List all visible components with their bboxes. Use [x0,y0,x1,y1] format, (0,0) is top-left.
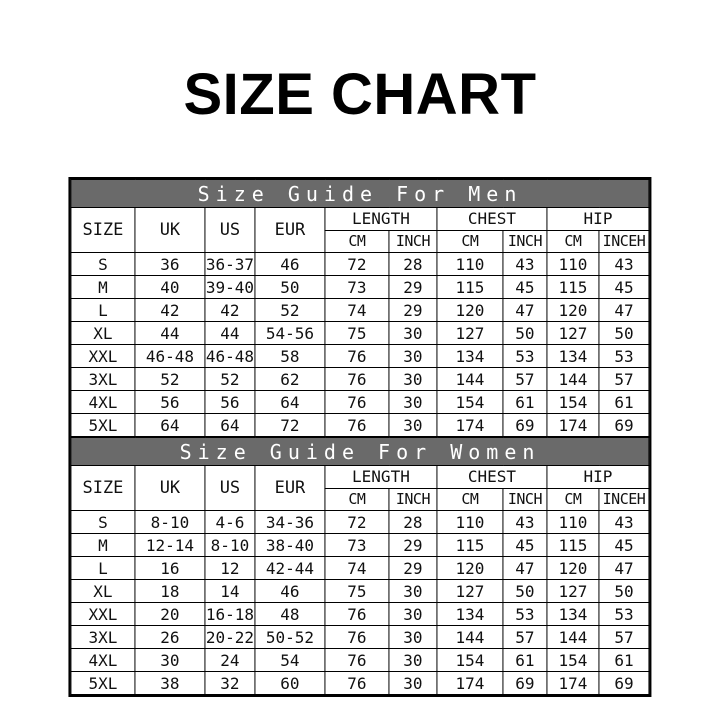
table-row-men-5xl [71,414,649,437]
table-cell: 44 [205,322,255,345]
table-cell: 43 [599,253,649,276]
table-cell: 44 [135,322,205,345]
table-cell: 115 [547,276,599,299]
table-cell: 110 [437,511,503,534]
table-row-men-m [71,276,649,299]
table-title-row-men [71,180,649,208]
table-cell: 120 [437,557,503,580]
table-cell: 144 [547,626,599,649]
table-cell: 8-10 [205,534,255,557]
table-cell: 12 [205,557,255,580]
sub-header-cm: CM [437,488,503,511]
sub-header-inch: INCH [389,488,437,511]
column-header-uk: UK [135,208,205,253]
table-cell: 12-14 [135,534,205,557]
table-cell: 20 [135,603,205,626]
column-header-size: SIZE [71,466,135,511]
column-header-uk: UK [135,466,205,511]
table-cell: 46 [255,253,325,276]
table-cell: 52 [255,299,325,322]
size-cell: L [71,557,135,580]
table-cell: 56 [135,391,205,414]
table-cell: 47 [503,557,547,580]
sub-header-cm: CM [325,230,389,253]
column-header-us: US [205,466,255,511]
table-cell: 34-36 [255,511,325,534]
table-cell: 57 [599,368,649,391]
table-cell: 52 [135,368,205,391]
table-cell: 38 [135,672,205,695]
table-cell: 20-22 [205,627,255,647]
table-cell: 134 [547,603,599,626]
table-cell: 53 [599,603,649,626]
table-cell: 30 [389,414,437,437]
table-cell: 54 [255,649,325,672]
table-cell: 53 [503,345,547,368]
size-cell: 5XL [71,672,135,695]
sub-header-cm: CM [325,488,389,511]
table-cell: 47 [503,299,547,322]
group-header-row [71,208,649,231]
table-row-women-5xl [71,672,649,695]
table-cell: 115 [547,534,599,557]
sub-header-inceh: INCEH [599,488,649,511]
size-table-men [70,179,649,437]
table-cell: 58 [255,345,325,368]
table-cell: 154 [547,391,599,414]
sub-header-inch: INCH [389,230,437,253]
table-cell: 76 [325,649,389,672]
size-cell: S [71,253,135,276]
table-cell: 110 [547,253,599,276]
table-cell: 110 [437,253,503,276]
table-cell: 30 [389,368,437,391]
size-cell: XL [71,322,135,345]
size-cell: XXL [71,603,135,626]
table-cell: 29 [389,299,437,322]
column-header-size: SIZE [71,208,135,253]
table-cell: 30 [389,580,437,603]
table-cell: 69 [599,672,649,695]
table-row-women-4xl [71,649,649,672]
table-row-men-4xl [71,391,649,414]
size-cell: 3XL [71,368,135,391]
table-cell: 47 [599,299,649,322]
table-row-women-xxl [71,603,649,626]
table-cell: 28 [389,253,437,276]
table-cell: 154 [437,391,503,414]
table-cell: 72 [255,414,325,437]
table-cell: 8-10 [135,511,205,534]
table-row-men-s [71,253,649,276]
table-cell: 75 [325,580,389,603]
table-cell: 144 [437,626,503,649]
table-row-women-m [71,534,649,557]
table-cell: 16 [135,557,205,580]
table-title-row-women [71,438,649,466]
table-cell: 60 [255,672,325,695]
table-cell: 69 [503,414,547,437]
table-cell: 28 [389,511,437,534]
table-cell: 64 [135,414,205,437]
column-group-header-chest: CHEST [437,208,547,231]
table-cell: 115 [437,276,503,299]
table-cell: 174 [547,414,599,437]
table-cell: 61 [503,391,547,414]
sub-header-cm: CM [547,488,599,511]
table-cell: 4-6 [205,511,255,534]
table-cell: 134 [547,345,599,368]
table-cell: 72 [325,511,389,534]
table-cell: 120 [547,299,599,322]
table-cell: 174 [437,414,503,437]
table-row-women-s [71,511,649,534]
table-cell: 64 [255,391,325,414]
size-chart-tables [68,177,651,697]
sub-header-cm: CM [547,230,599,253]
table-cell: 76 [325,672,389,695]
column-group-header-hip: HIP [547,208,649,231]
sub-header-inceh: INCEH [599,230,649,253]
table-cell: 76 [325,603,389,626]
table-title-bar-women: Size Guide For Women [71,438,649,466]
table-row-women-l [71,557,649,580]
column-header-eur: EUR [255,466,325,511]
table-row-men-3xl [71,368,649,391]
size-cell: L [71,299,135,322]
sub-header-inch: INCH [503,230,547,253]
table-row-men-xl [71,322,649,345]
size-table-women [70,437,649,695]
size-cell: M [71,276,135,299]
table-cell: 61 [599,649,649,672]
column-header-eur: EUR [255,208,325,253]
column-header-us: US [205,208,255,253]
table-cell: 75 [325,322,389,345]
table-cell: 46-48 [205,346,255,366]
table-cell: 120 [547,557,599,580]
size-cell: 5XL [71,414,135,437]
table-cell: 76 [325,368,389,391]
table-cell: 32 [205,672,255,695]
table-cell: 64 [205,414,255,437]
sub-header-cm: CM [437,230,503,253]
size-cell: S [71,511,135,534]
table-cell: 144 [437,368,503,391]
table-cell: 50 [503,580,547,603]
table-cell: 56 [205,391,255,414]
table-cell: 174 [547,672,599,695]
table-cell: 16-18 [205,604,255,624]
table-cell: 73 [325,276,389,299]
table-cell: 30 [389,345,437,368]
table-cell: 43 [503,253,547,276]
table-cell: 30 [389,626,437,649]
table-row-men-l [71,299,649,322]
table-cell: 45 [599,534,649,557]
table-cell: 29 [389,276,437,299]
table-cell: 42-44 [255,557,325,580]
table-cell: 30 [389,672,437,695]
table-cell: 74 [325,557,389,580]
table-cell: 24 [205,649,255,672]
size-cell: 4XL [71,391,135,414]
table-cell: 45 [503,276,547,299]
page-title: SIZE CHART [183,62,537,127]
column-group-header-length: LENGTH [325,466,437,489]
table-cell: 18 [135,580,205,603]
table-cell: 127 [547,580,599,603]
table-cell: 50 [255,276,325,299]
table-cell: 30 [135,649,205,672]
table-cell: 53 [599,345,649,368]
table-cell: 72 [325,253,389,276]
sub-header-inch: INCH [503,488,547,511]
table-cell: 26 [135,626,205,649]
table-cell: 36 [135,253,205,276]
table-cell: 47 [599,557,649,580]
table-cell: 46 [255,580,325,603]
size-cell: 3XL [71,626,135,649]
table-cell: 73 [325,534,389,557]
table-cell: 61 [599,391,649,414]
table-cell: 14 [205,580,255,603]
table-cell: 57 [503,368,547,391]
table-cell: 45 [599,276,649,299]
table-cell: 74 [325,299,389,322]
table-cell: 52 [205,368,255,391]
table-cell: 30 [389,603,437,626]
table-cell: 42 [135,299,205,322]
table-cell: 62 [255,368,325,391]
table-row-women-3xl [71,626,649,649]
table-cell: 57 [599,626,649,649]
table-cell: 50 [503,322,547,345]
table-cell: 39-40 [205,277,255,297]
size-cell: M [71,534,135,557]
table-cell: 50 [599,322,649,345]
table-cell: 54-56 [255,322,325,345]
table-cell: 29 [389,557,437,580]
table-cell: 120 [437,299,503,322]
column-group-header-hip: HIP [547,466,649,489]
table-cell: 61 [503,649,547,672]
table-cell: 127 [547,322,599,345]
table-cell: 154 [437,649,503,672]
table-cell: 115 [437,534,503,557]
table-cell: 144 [547,368,599,391]
size-cell: XL [71,580,135,603]
table-cell: 30 [389,391,437,414]
column-group-header-length: LENGTH [325,208,437,231]
table-cell: 134 [437,345,503,368]
table-cell: 154 [547,649,599,672]
table-cell: 57 [503,626,547,649]
table-cell: 36-37 [205,254,255,274]
table-cell: 30 [389,649,437,672]
table-cell: 53 [503,603,547,626]
table-cell: 174 [437,672,503,695]
table-cell: 46-48 [135,345,205,368]
table-cell: 110 [547,511,599,534]
table-row-men-xxl [71,345,649,368]
table-cell: 29 [389,534,437,557]
group-header-row [71,466,649,489]
table-cell: 76 [325,345,389,368]
table-cell: 42 [205,299,255,322]
table-cell: 69 [599,414,649,437]
table-cell: 43 [503,511,547,534]
table-cell: 76 [325,414,389,437]
size-cell: 4XL [71,649,135,672]
table-cell: 50-52 [255,626,325,649]
table-cell: 76 [325,626,389,649]
table-row-women-xl [71,580,649,603]
table-cell: 48 [255,603,325,626]
table-cell: 43 [599,511,649,534]
table-title-bar-men: Size Guide For Men [71,180,649,208]
table-cell: 127 [437,322,503,345]
table-cell: 134 [437,603,503,626]
column-group-header-chest: CHEST [437,466,547,489]
size-cell: XXL [71,345,135,368]
table-cell: 38-40 [255,534,325,557]
table-cell: 76 [325,391,389,414]
table-cell: 45 [503,534,547,557]
table-cell: 40 [135,276,205,299]
table-cell: 50 [599,580,649,603]
table-cell: 127 [437,580,503,603]
table-cell: 69 [503,672,547,695]
table-cell: 30 [389,322,437,345]
